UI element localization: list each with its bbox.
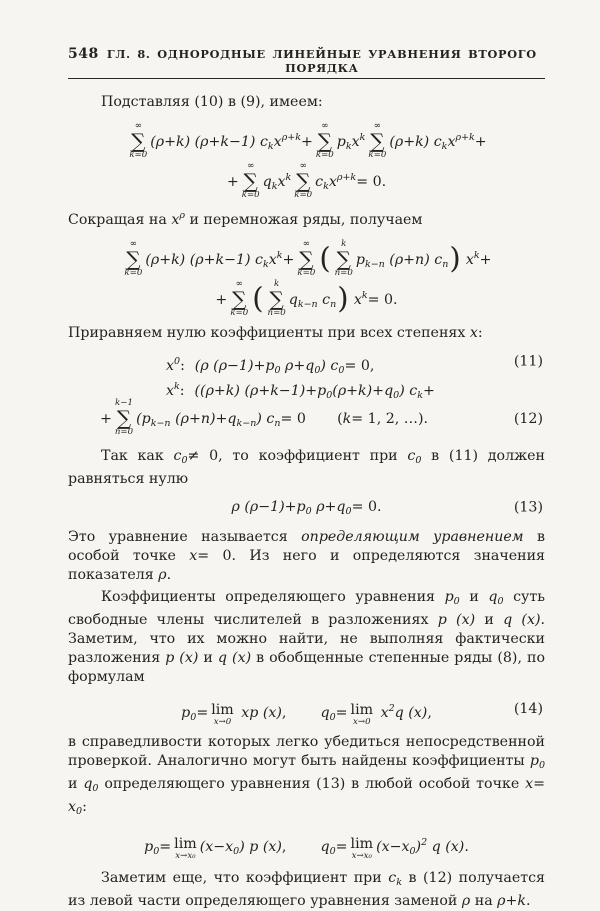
sum-symbol [368, 122, 386, 160]
subscript: 0 [538, 760, 545, 771]
subscript: k−n [236, 418, 257, 429]
math-run: (p [136, 411, 151, 427]
text-run: . [526, 893, 531, 909]
equation-line [68, 276, 545, 316]
text-run: в особой точке [68, 529, 545, 564]
math-run: x [273, 134, 282, 150]
subscript: k [441, 141, 448, 152]
text-run: : [82, 799, 87, 815]
sum-symbol [242, 162, 260, 200]
math-run: ) c [256, 411, 275, 427]
sum-upper-limit: ∞ [129, 239, 137, 250]
math-run: x [166, 358, 175, 374]
big-paren: ( [319, 241, 331, 275]
sigma-glyph: ∑ [243, 168, 258, 193]
subscript: 0 [314, 365, 321, 376]
math-run: c [317, 292, 331, 308]
sum-lower-limit: n=0 [334, 267, 353, 278]
sigma-glyph: ∑ [131, 128, 146, 153]
text-run: суть свободные члены числителей в разложениях [68, 589, 545, 628]
lim-word: lim [174, 835, 197, 852]
lim-subscript: x→0 [213, 716, 232, 727]
subscript: 0 [338, 365, 345, 376]
subscript: 0 [497, 596, 504, 607]
subscript: 0 [92, 783, 99, 794]
paragraph [68, 528, 545, 585]
math-run: q [288, 292, 298, 308]
math-run: ) c [399, 383, 418, 399]
sigma-glyph: ∑ [269, 286, 284, 311]
text-run: и [475, 612, 504, 628]
sum-upper-limit: k [274, 279, 280, 290]
math-run: q (x) [427, 839, 465, 855]
text-run: = [335, 705, 348, 721]
subscript: 0 [453, 596, 460, 607]
math-run: x [68, 799, 77, 815]
equation-content [166, 383, 435, 399]
subscript: n [442, 259, 449, 270]
superscript: 0 [174, 356, 181, 367]
sum-upper-limit: ∞ [321, 121, 329, 132]
sum-lower-limit: n=0 [114, 426, 134, 437]
sum-symbol [115, 399, 133, 437]
sum-lower-limit: k=0 [129, 149, 148, 160]
sum-symbol [124, 240, 142, 278]
text-run: и перемножая ряды, получаем [184, 212, 423, 228]
sum-lower-limit: k=0 [368, 149, 387, 160]
superscript: ρ [179, 210, 185, 221]
chapter-title: ГЛ. 8. ОДНОРОДНЫЕ ЛИНЕЙНЫЕ УРАВНЕНИЯ ВТОРОГО ПОРЯДКА [106, 47, 537, 75]
page-body [68, 93, 545, 911]
sum-upper-limit: k [341, 239, 347, 250]
sum-lower-limit: k=0 [294, 189, 313, 200]
math-run: c [315, 174, 324, 190]
equation-line [68, 399, 545, 439]
equation-line [68, 693, 545, 725]
math-run: x [189, 548, 198, 564]
text-run: = 1, 2, …). [351, 411, 429, 427]
math-run: q [320, 839, 330, 855]
sum-symbol [316, 122, 334, 160]
text-run: = 0. [356, 174, 387, 190]
text-run: . Заметим, что их можно найти, не выполняя фактически разложения [68, 612, 545, 666]
lim-subscript: x→x₀ [351, 850, 372, 861]
math-run: ρ+q [311, 499, 346, 515]
math-run: (ρ+n) c [384, 252, 443, 268]
text-run: Коэффициенты определяющего уравнения [101, 589, 445, 605]
math-run: p [529, 753, 539, 769]
sum-lower-limit: k=0 [241, 189, 260, 200]
math-run: x [376, 705, 389, 721]
paragraph [68, 206, 545, 230]
sum-upper-limit: ∞ [299, 161, 307, 172]
sum-symbol [230, 280, 248, 318]
text-run: = 0 [280, 411, 306, 427]
superscript: k [285, 172, 292, 183]
subscript: 0 [153, 846, 160, 857]
math-run: q [83, 776, 93, 792]
sum-upper-limit: k−1 [115, 398, 133, 409]
math-run: ) p (x) [239, 839, 282, 855]
subscript: n [330, 299, 337, 310]
big-paren: ) [449, 241, 461, 275]
math-run: x [268, 252, 277, 268]
subscript: n [274, 418, 281, 429]
text-run: + [301, 134, 313, 150]
equation-content [181, 701, 432, 727]
math-run: q [262, 174, 272, 190]
limit-operator [351, 837, 374, 862]
superscript: k [174, 381, 180, 392]
text-run: в (12) получается из левой части определяющего уравнения заменой [68, 870, 545, 909]
math-run: (ρ+k)+q [332, 383, 394, 399]
lim-word: lim [350, 835, 374, 852]
subscript: k [396, 877, 402, 888]
equation-line [68, 827, 545, 859]
subscript: 0 [393, 390, 400, 401]
math-run: ) c [320, 358, 339, 374]
text-run: , [427, 705, 432, 721]
math-run: x [525, 776, 534, 792]
sigma-glyph: ∑ [317, 128, 332, 153]
paragraph [68, 733, 545, 821]
text-run: = 0. [367, 292, 398, 308]
text-run: + [505, 893, 518, 909]
math-run: p (x) [165, 650, 199, 666]
math-run: ((ρ+k) (ρ+k−1)+p [194, 383, 327, 399]
sum-upper-limit: ∞ [302, 239, 310, 250]
math-run: (x−x [376, 839, 410, 855]
sigma-glyph: ∑ [126, 246, 141, 271]
paragraph [68, 93, 545, 112]
page-header [68, 46, 545, 75]
text-run: Сокращая на [68, 212, 172, 228]
subscript: k [271, 181, 278, 192]
math-run: q (x) [217, 650, 252, 666]
superscript: k [359, 132, 366, 143]
text-run: + [215, 292, 228, 308]
equation-content [144, 835, 469, 861]
sum-upper-limit: ∞ [235, 279, 243, 290]
subscript: 0 [76, 806, 83, 817]
math-run: q [320, 705, 330, 721]
math-run: c [407, 448, 416, 464]
big-paren: ) [337, 281, 349, 315]
text-run: на [470, 893, 498, 909]
subscript: k−n [364, 259, 385, 270]
subscript: 0 [345, 506, 352, 517]
header-rule [68, 78, 545, 79]
math-run: (ρ+k) (ρ+k−1) c [150, 134, 268, 150]
sum-symbol [335, 240, 353, 278]
subscript: 0 [274, 365, 281, 376]
text-run: Так как [101, 448, 174, 464]
equation-content [231, 499, 381, 515]
math-run: k [517, 893, 527, 909]
math-run: (ρ+k) (ρ+k−1) c [145, 252, 263, 268]
text-run: в обобщенные степенные ряды (8), по формулам [68, 650, 545, 685]
subscript: k [345, 141, 352, 152]
equation-line [68, 349, 545, 374]
sum-symbol [129, 122, 147, 160]
equation-line [68, 118, 545, 158]
math-run: p [336, 134, 346, 150]
sigma-glyph: ∑ [299, 246, 314, 271]
equation-content [126, 121, 487, 160]
text-run: Заметим еще, что коэффициент при [101, 870, 389, 886]
subscript: 0 [329, 846, 336, 857]
math-run: (ρ+k) c [389, 134, 442, 150]
math-run: x [465, 252, 474, 268]
sum-lower-limit: k=0 [124, 267, 143, 278]
math-run: q [488, 589, 498, 605]
equation-number: (13) [513, 499, 543, 515]
superscript: ρ+k [336, 172, 357, 183]
math-run: p [444, 589, 454, 605]
text-run: Это уравнение называется [68, 529, 302, 545]
paragraph [68, 869, 545, 911]
text-run: в (11) должен равняться нулю [68, 448, 545, 487]
lim-word: lim [211, 701, 234, 718]
subscript: k [267, 141, 274, 152]
equation-line [68, 495, 545, 520]
math-run: (ρ (ρ−1)+p [194, 358, 275, 374]
equation-block [68, 495, 545, 520]
text-run: , [281, 839, 287, 855]
text-run: + [282, 252, 295, 268]
big-paren: ( [252, 281, 264, 315]
sigma-glyph: ∑ [232, 286, 247, 311]
sum-lower-limit: k=0 [230, 307, 249, 318]
math-run: x [166, 383, 175, 399]
text-run: и [459, 589, 489, 605]
text-run: + [474, 134, 487, 150]
sum-upper-limit: ∞ [134, 121, 142, 132]
equation-content [215, 279, 398, 318]
math-run: p (x) [437, 612, 476, 628]
math-run: q (x) [394, 705, 428, 721]
sum-upper-limit: ∞ [373, 121, 381, 132]
math-run: определяющим уравнением [301, 529, 524, 545]
math-run: p [181, 705, 191, 721]
subscript: 0 [415, 455, 422, 466]
text-run: и [68, 776, 84, 792]
text-run: + [100, 411, 112, 427]
equation-content [226, 161, 387, 200]
sum-lower-limit: k=0 [297, 267, 316, 278]
paragraph [68, 324, 545, 343]
math-run: x [469, 325, 478, 341]
subscript: 0 [329, 712, 336, 723]
equation-block [68, 118, 545, 198]
math-run: k [342, 411, 352, 427]
math-run: p [144, 839, 154, 855]
subscript: 0 [233, 846, 240, 857]
lim-subscript: x→0 [353, 716, 371, 727]
text-run: = [533, 776, 545, 792]
subscript: 0 [305, 506, 312, 517]
math-run: (ρ+n)+q [170, 411, 237, 427]
text-run: = [159, 839, 172, 855]
sum-lower-limit: k=0 [315, 149, 334, 160]
equation-number: (11) [513, 353, 543, 369]
equation-number: (12) [513, 411, 543, 427]
text-run: = 0. [351, 499, 382, 515]
text-run: Приравняем нулю коэффициенты при всех степенях [68, 325, 470, 341]
sum-upper-limit: ∞ [247, 161, 255, 172]
sigma-glyph: ∑ [336, 246, 351, 271]
math-run: ρ+q [280, 358, 315, 374]
math-run: x [447, 134, 456, 150]
math-run: x [328, 174, 337, 190]
equation-line [68, 158, 545, 198]
text-run: в справедливости которых легко убедиться непосредственной проверкой. Аналогично могут быть найдены коэффициенты [68, 734, 545, 769]
limit-operator [174, 837, 197, 862]
text-run: ≠ 0, то коэффициент при [187, 448, 408, 464]
math-run: p [355, 252, 365, 268]
text-run: + [422, 383, 435, 399]
math-run: xp (x) [236, 705, 282, 721]
lim-subscript: x→x₀ [175, 850, 196, 861]
math-run: x [353, 292, 362, 308]
math-run: x [171, 212, 180, 228]
sigma-glyph: ∑ [370, 128, 385, 153]
limit-operator [351, 703, 374, 728]
text-run: : [477, 325, 483, 341]
math-run: x [351, 134, 360, 150]
superscript: k [361, 290, 368, 301]
superscript: k [473, 250, 480, 261]
sum-symbol [268, 280, 286, 318]
text-run: ( [337, 411, 343, 427]
equation-content [100, 398, 429, 437]
text-run: , [281, 705, 287, 721]
superscript: k [276, 250, 283, 261]
limit-operator [211, 703, 234, 728]
subscript: k [323, 181, 329, 192]
equation-content [121, 239, 492, 278]
superscript: ρ+k [455, 132, 475, 143]
text-run: определяющего уравнения (13) в любой особой точке [98, 776, 526, 792]
text-run: = [196, 705, 209, 721]
equation-line [68, 374, 545, 399]
equation-content [166, 358, 374, 374]
subscript: 0 [326, 390, 333, 401]
math-run: q (x) [503, 612, 541, 628]
math-run: ρ [158, 567, 167, 583]
math-run: c [173, 448, 182, 464]
sum-symbol [294, 162, 312, 200]
lim-word: lim [350, 701, 374, 718]
page-number: 548 [68, 46, 99, 62]
subscript: k−n [297, 299, 318, 310]
text-run: . [464, 839, 469, 855]
text-run: Подставляя (10) в (9), имеем: [101, 94, 323, 110]
subscript: k [262, 259, 269, 270]
subscript: k−n [150, 418, 171, 429]
equation-block [68, 349, 545, 439]
text-run: = [335, 839, 348, 855]
sigma-glyph: ∑ [296, 168, 311, 193]
text-run: : [179, 383, 185, 399]
superscript: 2 [421, 837, 428, 848]
math-run: ) [415, 839, 422, 855]
math-run: ρ (ρ−1)+p [231, 499, 306, 515]
equation-block [68, 827, 545, 859]
sigma-glyph: ∑ [116, 405, 132, 430]
equation-block [68, 693, 545, 725]
sum-lower-limit: n=0 [267, 307, 286, 318]
text-run: = 0, [344, 358, 375, 374]
math-run: (x−x [199, 839, 234, 855]
text-run: + [479, 252, 492, 268]
text-run: : [180, 358, 185, 374]
equation-number: (14) [513, 701, 543, 717]
math-run: ρ [497, 893, 506, 909]
subscript: 0 [409, 846, 416, 857]
subscript: k [417, 390, 423, 401]
text-run: + [226, 174, 239, 190]
text-run: и [198, 650, 218, 666]
math-run: c [388, 870, 397, 886]
math-run: x [277, 174, 286, 190]
paragraph [68, 588, 545, 687]
subscript: 0 [181, 455, 188, 466]
equation-block [68, 236, 545, 316]
paragraph [68, 447, 545, 489]
equation-line [68, 236, 545, 276]
subscript: 0 [190, 712, 197, 723]
text-run: = 0. Из него и определяются значения показателя [68, 548, 546, 583]
sum-symbol [297, 240, 315, 278]
text-run: . [166, 567, 172, 583]
superscript: ρ+k [281, 132, 301, 143]
superscript: 2 [388, 703, 395, 714]
math-run: ρ [461, 893, 471, 909]
